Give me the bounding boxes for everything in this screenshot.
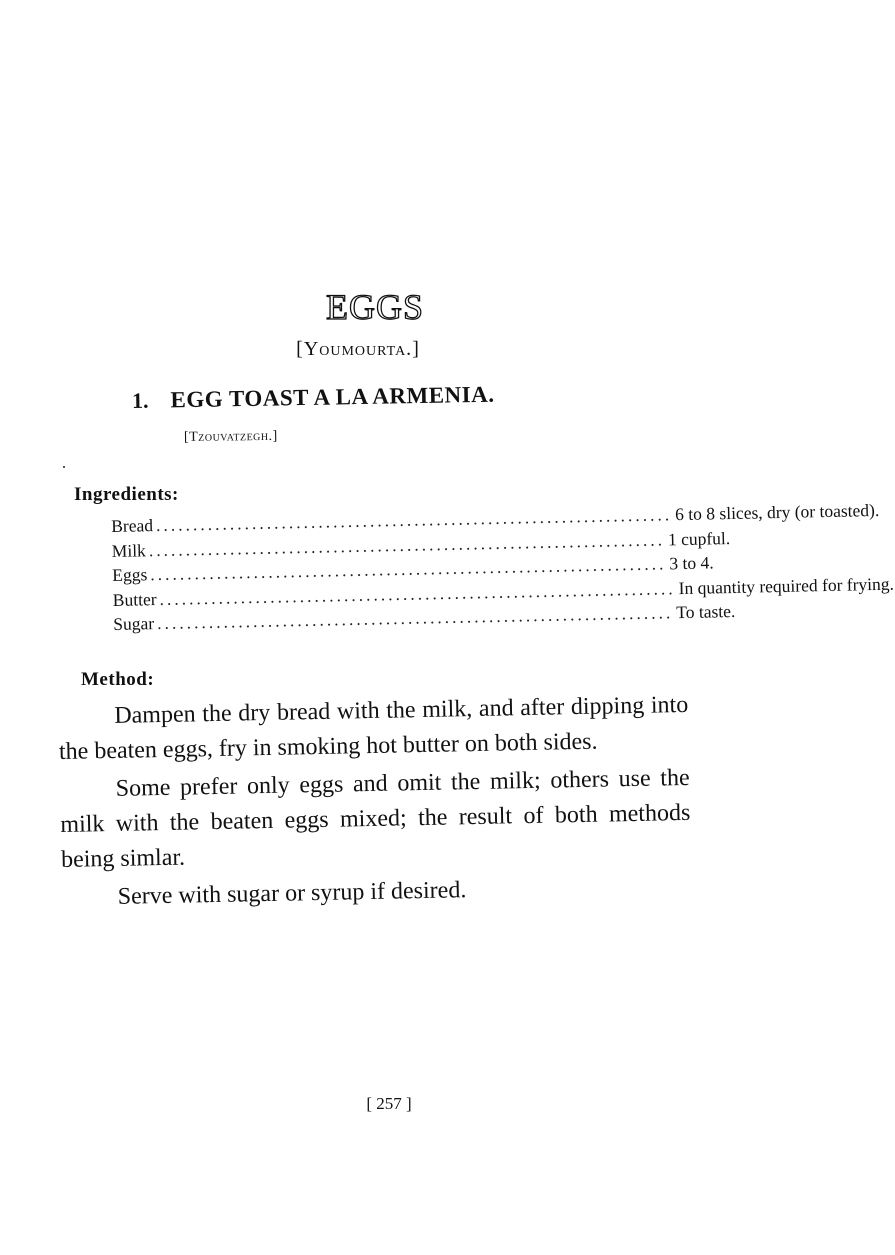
ingredient-quantity: In quantity required for frying. <box>678 573 895 598</box>
ingredient-name: Sugar <box>113 613 155 634</box>
chapter-subtitle-open-bracket: [ <box>296 338 304 360</box>
dot-leader: ...................................................................... <box>156 602 674 634</box>
ingredient-quantity: 6 to 8 slices, dry (or toasted). <box>674 499 880 525</box>
ingredient-list <box>111 499 895 636</box>
ingredient-name: Bread <box>111 515 154 536</box>
recipe-heading <box>132 382 495 414</box>
recipe-number: 1. <box>131 387 149 413</box>
method-paragraph: Serve with sugar or syrup if desired. <box>117 877 467 910</box>
ingredient-name: Milk <box>111 539 147 561</box>
ingredient-name: Butter <box>112 588 157 610</box>
chapter-title: EGGS <box>325 287 424 327</box>
recipe-alt-name <box>184 429 278 446</box>
dot-leader: ...................................................................... <box>148 528 666 560</box>
method-paragraph: Dampen the dry bread with the milk, and after dipping into the beaten eggs, fry in smoking hot butter on both sides. <box>58 691 689 765</box>
chapter-subtitle-close-bracket: ] <box>412 338 420 360</box>
method-label: Method: <box>81 669 155 690</box>
ingredients-label: Ingredients: <box>74 484 179 505</box>
chapter-subtitle <box>0 338 716 361</box>
method-paragraph: Some prefer only eggs and omit the milk; others use the milk with the beaten eggs mixed; the result of both methods being simlar. <box>60 764 691 873</box>
recipe-alt-open-bracket: [ <box>183 429 190 445</box>
page-number: [ 257 ] <box>366 1094 412 1113</box>
stray-ink-mark <box>63 466 65 468</box>
chapter-subtitle-text: Youmourta. <box>303 338 413 360</box>
dot-leader: ...................................................................... <box>155 504 673 536</box>
recipe-alt-close-bracket: ] <box>272 428 278 444</box>
ingredient-name: Eggs <box>112 564 148 585</box>
method-body <box>58 688 692 919</box>
recipe-alt-text: Tzouvatzegh. <box>189 428 273 445</box>
dot-leader: ...................................................................... <box>159 577 676 609</box>
recipe-title: EGG TOAST A LA ARMENIA. <box>170 381 495 413</box>
dot-leader: ...................................................................... <box>150 553 667 585</box>
ingredient-quantity: 3 to 4. <box>669 552 714 574</box>
ingredient-quantity: 1 cupful. <box>667 527 731 549</box>
ingredient-quantity: To taste. <box>676 600 736 623</box>
